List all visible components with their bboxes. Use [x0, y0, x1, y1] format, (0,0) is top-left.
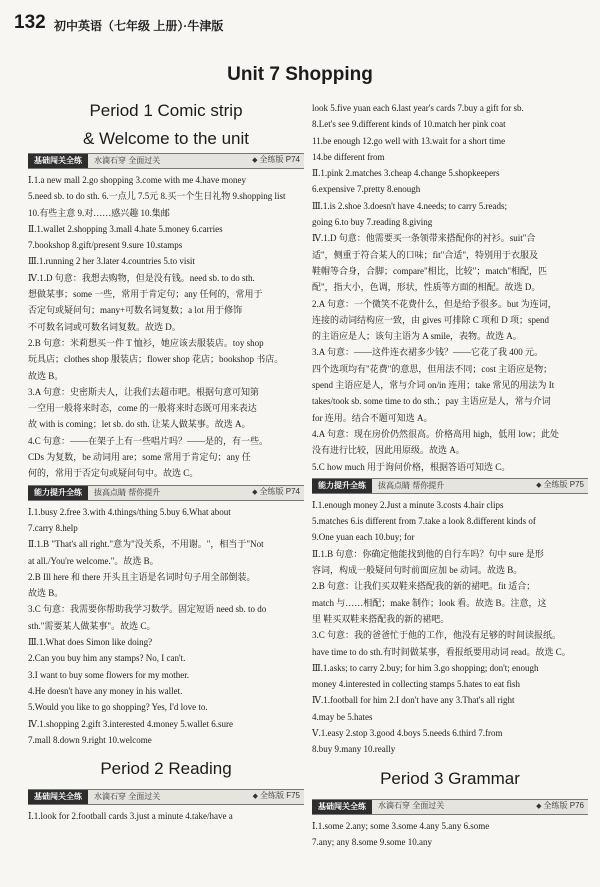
answer-line: 7.mall 8.down 9.right 10.welcome [28, 734, 152, 745]
banner-slogan: 水滴石穿 全面过关 [94, 155, 161, 165]
banner-title: 基础闯关全练 [28, 154, 88, 168]
banner-page-ref: ◆ 全练版 F75 [253, 788, 300, 805]
section-banner-advanced [28, 485, 304, 501]
answer-line: Ⅲ.1.running 2 her 3.later 4.countries 5.to visit [28, 256, 195, 267]
answer-line: Ⅲ.1.is 2.shoe 3.doesn't have 4.needs; to carry 5.reads; [312, 200, 508, 211]
answer-line: Ⅳ.1.shopping 2.gift 3.interested 4.money 5.wallet 6.sure [28, 718, 233, 729]
answer-block [28, 172, 304, 482]
answer-line: 容词，构成一般疑问句时前面应加 be 动词。故选 B。 [312, 565, 523, 576]
answer-line: 鞋帽等合身，合脚；compare"相比，比较"；match"相配，匹 [312, 265, 547, 276]
period1-subtitle: & Welcome to the unit [83, 129, 249, 148]
answer-block [312, 100, 588, 475]
right-column [312, 100, 588, 850]
answer-line: 2.A 句意：一个微笑不花费什么，但是给予很多。but 为连词， [312, 298, 557, 309]
answer-line: 5.matches 6.is different from 7.take a look 8.different kinds of [312, 516, 536, 527]
answer-line: Ⅰ.1.a new mall 2.go shopping 3.come with me 4.have money [28, 175, 247, 185]
banner-page-ref: ◆ 全练版 P74 [252, 152, 300, 169]
answer-line: for 连用。结合不题可知选 A。 [312, 412, 433, 423]
answer-line: Ⅲ.1.asks; to carry 2.buy; for him 3.go shopping; don't; enough [312, 662, 539, 673]
answer-line: match 与……相配；make 制作；look 看。故选 B。注意，这 [312, 597, 547, 608]
banner-title: 基础闯关全练 [28, 790, 88, 804]
answer-line: sth."需要某人做某事"。故选 C。 [28, 620, 156, 631]
answer-line: 想做某事；some 一些，常用于肯定句；any 任何的，常用于 [28, 289, 263, 300]
answer-line: 故选 B。 [28, 588, 64, 599]
answer-line: Ⅳ.1.D 句意：他需要买一条领带来搭配你的衬衫。suit"合 [312, 233, 536, 244]
banner-slogan: 水滴石穿 全面过关 [378, 801, 445, 811]
answer-line: 4.C 句意：——在架子上有一些唱片吗？——是的，有一些。 [28, 435, 269, 446]
answer-line: spend 主语应是人，常与介词 on/in 连用；take 常见的用法为 It [312, 380, 555, 391]
answer-line: 2.B Ill here 和 there 开头且主语是名词时句子用全部倒装。 [28, 571, 256, 582]
unit-title: Unit 7 Shopping [227, 64, 373, 85]
answer-line: 故 with is coming；let sb. do sth. 让某人做某事。故选 A。 [28, 419, 251, 430]
banner-slogan: 拔高点睛 帮你提升 [378, 480, 445, 490]
answer-block [28, 808, 304, 824]
answer-line: 2.B 句意：让我们买双鞋来搭配我的新的裙吧。fit 适合； [312, 581, 536, 592]
section-banner-advanced [312, 478, 588, 494]
banner-slogan: 水滴石穿 全面过关 [94, 791, 161, 801]
answer-line: 2.Can you buy him any stamps? No, I can't. [28, 653, 186, 664]
page-number: 132 [14, 12, 46, 33]
answer-block [312, 497, 588, 758]
banner-slogan: 拔高点睛 帮你提升 [94, 487, 161, 497]
answer-line: takes/took sb. some time to do sth.；pay 主语应是人，常与介词 [312, 396, 551, 407]
answer-line: 8.Let's see 9.different kinds of 10.match her pink coat [312, 119, 506, 130]
answer-line: 适"，侧重于符合某人的口味；fit"合适"，特别用于衣服及 [312, 249, 539, 260]
answer-line: 不可数名词或可数名词复数。故选 D。 [28, 321, 181, 332]
banner-title: 能力提升全练 [312, 479, 372, 493]
answer-line: 14.be different from [312, 151, 385, 162]
answer-line: 5.need sb. to do sth. 6.一点儿 7.5元 8.买一个生日礼物 9.shopping list [28, 191, 286, 202]
answer-line: Ⅰ.1.busy 2.free 3.with 4.things/thing 5.buy 6.What about [28, 506, 231, 517]
period3-title: Period 3 Grammar [380, 768, 520, 788]
answer-line: have time to do sth.有时间做某事，看报纸要用动词 read。故选 C。 [312, 646, 571, 657]
section-banner-basic [28, 789, 304, 805]
answer-line: 3.A 句意：史密斯夫人，让我们去超市吧。根据句意可知第 [28, 386, 260, 397]
answer-line: 8.buy 9.many 10.really [312, 744, 396, 755]
answer-line: 玩具店；clothes shop 服装店；flower shop 花店；bookshop 书店。 [28, 354, 284, 365]
period1-title: Period 1 Comic strip [89, 101, 243, 120]
answer-block [312, 818, 588, 851]
answer-line: 连接的动词结构应一致，由 gives 可排除 C 项和 D 项；spend [312, 314, 549, 325]
answer-line: 3.I want to buy some flowers for my mother. [28, 669, 189, 680]
answer-line: CDs 为复数，be 动词用 are；some 常用于肯定句；any 任 [28, 452, 251, 463]
answer-line: Ⅱ.1.wallet 2.shopping 3.mall 4.hate 5.money 6.carries [28, 223, 223, 234]
banner-title: 基础闯关全练 [312, 800, 372, 814]
answer-line: 7.carry 8.help [28, 522, 78, 533]
answer-line: 4.He doesn't have any money in his wallet. [28, 685, 183, 696]
answer-line: Ⅳ.1.football for him 2.I don't have any 3.That's all right [312, 695, 515, 706]
section-banner-basic [28, 153, 304, 169]
banner-title: 能力提升全练 [28, 486, 88, 500]
answer-line: Ⅰ.1.enough money 2.Just a minute 3.costs 4.hair clips [312, 499, 504, 510]
answer-line: Ⅱ.1.B "That's all right."意为"没关系，不用谢。"，相当于"Not [28, 539, 264, 550]
answer-line: 10.有些主意 9.对……感兴趣 10.集邮 [28, 207, 170, 218]
answer-line: Ⅰ.1.some 2.any; some 3.some 4.any 5.any 6.some [312, 820, 490, 831]
answer-line: 何的，常用于否定句或疑问句中。故选 C。 [28, 468, 199, 479]
period2-title: Period 2 Reading [100, 759, 232, 779]
answer-line: 9.One yuan each 10.buy; for [312, 532, 415, 543]
answer-line: 配"，指大小，色调，形状，性质等方面的相配。故选 D。 [312, 282, 541, 293]
answer-line: Ⅳ.1.D 句意：我想去购物，但是没有钱。need sb. to do sth. [28, 272, 255, 283]
answer-line: 5.Would you like to go shopping? Yes, I'd love to. [28, 702, 208, 713]
answer-line: at all./You're welcome."。故选 B。 [28, 555, 159, 566]
answer-line: look 5.five yuan each 6.last year's cards 7.buy a gift for sb. [312, 103, 524, 113]
answer-line: 里 鞋买双鞋来搭配我的新的裙吧。 [312, 613, 450, 624]
answer-line: Ⅱ.1.pink 2.matches 3.cheap 4.change 5.shopkeepers [312, 168, 500, 179]
answer-line: money 4.interested in collecting stamps 5.hates to eat fish [312, 679, 520, 690]
answer-line: 7.any; any 8.some 9.some 10.any [312, 836, 432, 847]
left-column [28, 100, 304, 824]
page-header [14, 8, 586, 38]
answer-line: 6.expensive 7.pretty 8.enough [312, 184, 421, 195]
answer-line: 的主语应是人；该句主语为 A smile，表物。故选 A。 [312, 331, 522, 342]
answer-line: 11.be enough 12.go well with 13.wait for a short time [312, 135, 506, 146]
answer-line: 3.A 句意：——这件连衣裙多少钱？——它花了我 400 元。 [312, 347, 544, 358]
answer-line: 2.B 句意：米莉想买一件 T 恤衫，她应该去服装店。toy shop [28, 337, 264, 348]
answer-line: 4.may be 5.hates [312, 711, 373, 722]
answer-line: 7.bookshop 8.gift/present 9.sure 10.stamps [28, 240, 183, 251]
answer-line: going 6.to buy 7.reading 8.giving [312, 217, 433, 228]
answer-line: 5.C how much 用于询问价格，根据答语可知选 C。 [312, 461, 511, 472]
answer-line: 四个选项均有"花费"的意思，但用法不同；cost 主语应是物； [312, 363, 553, 374]
banner-page-ref: ◆ 全练版 P75 [536, 477, 584, 494]
answer-line: 3.C 句意：我的爸爸忙于他的工作，他没有足够的时间读报纸。 [312, 630, 562, 641]
book-title: 初中英语（七年级 上册）·牛津版 [54, 19, 224, 33]
banner-page-ref: ◆ 全练版 P76 [536, 798, 584, 815]
answer-line: Ⅱ.1.B 句意：你确定他能找到他的自行车吗？句中 sure 是形 [312, 548, 544, 559]
banner-page-ref: ◆ 全练版 P74 [252, 484, 300, 501]
answer-line: 4.A 句意：现在房价仍然很高。价格高用 high，低用 low；此处 [312, 428, 560, 439]
answer-line: Ⅲ.1.What does Simon like doing? [28, 637, 153, 648]
answer-block [28, 504, 304, 748]
answer-line: 3.C 句意：我需要你帮助我学习数学。固定短语 need sb. to do [28, 604, 267, 615]
answer-line: 否定句或疑问句；many+可数名词复数；a lot 用于修饰 [28, 305, 243, 316]
answer-line: Ⅴ.1.easy 2.stop 3.good 4.boys 5.needs 6.third 7.from [312, 727, 503, 738]
answer-line: 一空用一般将来时态，come 的一般将来时态既可用来表达 [28, 403, 257, 414]
answer-line: 没有进行比较，因此用原级。故选 A。 [312, 445, 465, 456]
answer-line: Ⅰ.1.look for 2.football cards 3.just a minute 4.take/have a [28, 811, 233, 822]
answer-line: 故选 B。 [28, 370, 64, 381]
section-banner-basic [312, 799, 588, 815]
